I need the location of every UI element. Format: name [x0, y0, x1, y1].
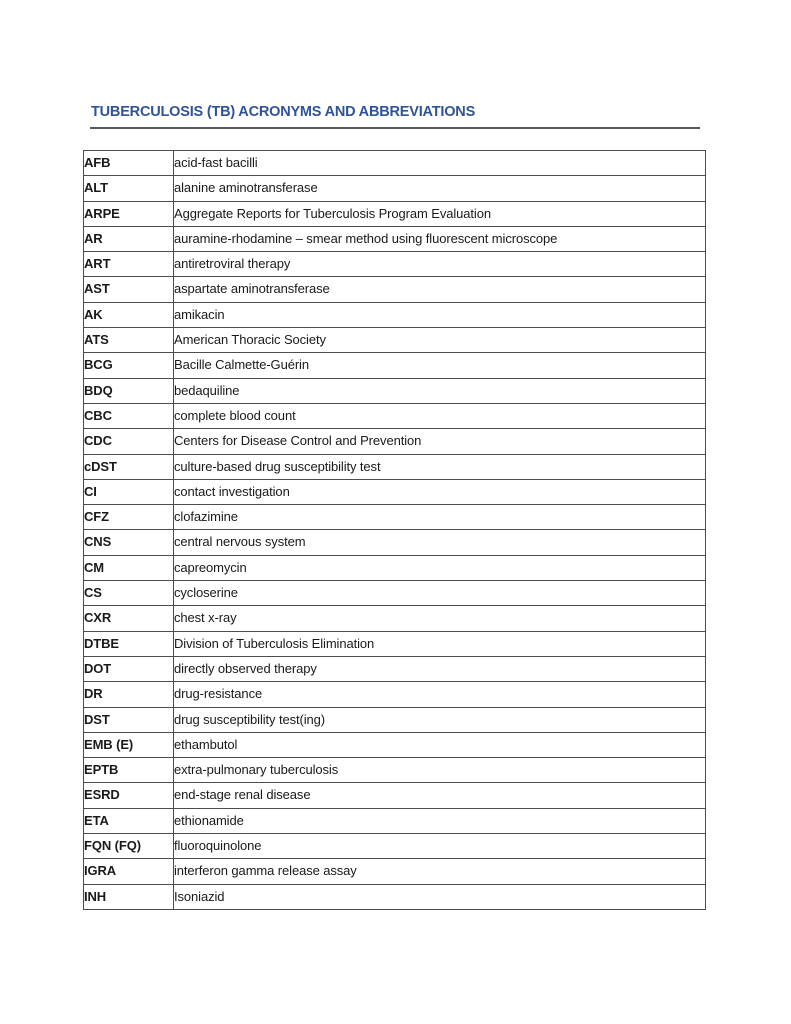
- acronym-cell: FQN (FQ): [84, 834, 174, 859]
- acronym-cell: CS: [84, 581, 174, 606]
- definition-cell: drug-resistance: [174, 682, 706, 707]
- acronym-cell: ESRD: [84, 783, 174, 808]
- acronym-cell: AR: [84, 226, 174, 251]
- table-row: [84, 353, 706, 378]
- definition-cell: acid-fast bacilli: [174, 151, 706, 176]
- definition-cell: Division of Tuberculosis Elimination: [174, 631, 706, 656]
- table-row: [84, 834, 706, 859]
- definition-cell: fluoroquinolone: [174, 834, 706, 859]
- table-row: [84, 151, 706, 176]
- acronym-cell: AK: [84, 302, 174, 327]
- definition-cell: end-stage renal disease: [174, 783, 706, 808]
- definition-cell: bedaquiline: [174, 378, 706, 403]
- definition-cell: antiretroviral therapy: [174, 252, 706, 277]
- definition-cell: Centers for Disease Control and Prevention: [174, 429, 706, 454]
- table-row: [84, 758, 706, 783]
- acronym-cell: EMB (E): [84, 732, 174, 757]
- definition-cell: Isoniazid: [174, 884, 706, 909]
- acronym-cell: EPTB: [84, 758, 174, 783]
- definition-cell: cycloserine: [174, 581, 706, 606]
- table-row: [84, 682, 706, 707]
- acronym-cell: CDC: [84, 429, 174, 454]
- table-row: [84, 707, 706, 732]
- acronym-cell: CBC: [84, 403, 174, 428]
- table-row: [84, 631, 706, 656]
- definition-cell: interferon gamma release assay: [174, 859, 706, 884]
- table-row: [84, 479, 706, 504]
- acronym-cell: BCG: [84, 353, 174, 378]
- definition-cell: drug susceptibility test(ing): [174, 707, 706, 732]
- table-row: [84, 328, 706, 353]
- acronym-cell: ARPE: [84, 201, 174, 226]
- table-row: [84, 581, 706, 606]
- acronym-cell: ALT: [84, 176, 174, 201]
- table-row: [84, 277, 706, 302]
- definition-cell: culture-based drug susceptibility test: [174, 454, 706, 479]
- acronym-cell: ART: [84, 252, 174, 277]
- table-row: [84, 429, 706, 454]
- table-row: [84, 252, 706, 277]
- table-row: [84, 226, 706, 251]
- table-row: [84, 783, 706, 808]
- definition-cell: Bacille Calmette-Guérin: [174, 353, 706, 378]
- acronym-cell: IGRA: [84, 859, 174, 884]
- definition-cell: central nervous system: [174, 530, 706, 555]
- definition-cell: clofazimine: [174, 505, 706, 530]
- definition-cell: contact investigation: [174, 479, 706, 504]
- acronym-cell: DOT: [84, 656, 174, 681]
- definition-cell: American Thoracic Society: [174, 328, 706, 353]
- acronym-cell: CXR: [84, 606, 174, 631]
- table-row: [84, 378, 706, 403]
- definition-cell: ethambutol: [174, 732, 706, 757]
- table-row: [84, 859, 706, 884]
- acronym-cell: ETA: [84, 808, 174, 833]
- definition-cell: auramine-rhodamine – smear method using fluorescent microscope: [174, 226, 706, 251]
- table-row: [84, 302, 706, 327]
- acronym-cell: CFZ: [84, 505, 174, 530]
- definition-cell: aspartate aminotransferase: [174, 277, 706, 302]
- table-row: [84, 505, 706, 530]
- acronym-cell: BDQ: [84, 378, 174, 403]
- definition-cell: capreomycin: [174, 555, 706, 580]
- acronym-cell: DST: [84, 707, 174, 732]
- table-row: [84, 884, 706, 909]
- table-row: [84, 656, 706, 681]
- definition-cell: amikacin: [174, 302, 706, 327]
- acronyms-table: [83, 150, 706, 910]
- page-title: TUBERCULOSIS (TB) ACRONYMS AND ABBREVIATIONS: [90, 104, 700, 129]
- table-row: [84, 176, 706, 201]
- acronyms-table-body: [84, 151, 706, 910]
- acronym-cell: CM: [84, 555, 174, 580]
- definition-cell: directly observed therapy: [174, 656, 706, 681]
- definition-cell: chest x-ray: [174, 606, 706, 631]
- table-row: [84, 606, 706, 631]
- table-row: [84, 403, 706, 428]
- table-row: [84, 201, 706, 226]
- definition-cell: complete blood count: [174, 403, 706, 428]
- table-row: [84, 454, 706, 479]
- acronym-cell: CNS: [84, 530, 174, 555]
- acronym-cell: AFB: [84, 151, 174, 176]
- definition-cell: alanine aminotransferase: [174, 176, 706, 201]
- definition-cell: ethionamide: [174, 808, 706, 833]
- table-row: [84, 808, 706, 833]
- table-row: [84, 530, 706, 555]
- acronym-cell: DR: [84, 682, 174, 707]
- acronym-cell: CI: [84, 479, 174, 504]
- definition-cell: extra-pulmonary tuberculosis: [174, 758, 706, 783]
- acronym-cell: DTBE: [84, 631, 174, 656]
- table-row: [84, 555, 706, 580]
- table-row: [84, 732, 706, 757]
- acronym-cell: ATS: [84, 328, 174, 353]
- acronym-cell: cDST: [84, 454, 174, 479]
- acronym-cell: INH: [84, 884, 174, 909]
- acronym-cell: AST: [84, 277, 174, 302]
- definition-cell: Aggregate Reports for Tuberculosis Program Evaluation: [174, 201, 706, 226]
